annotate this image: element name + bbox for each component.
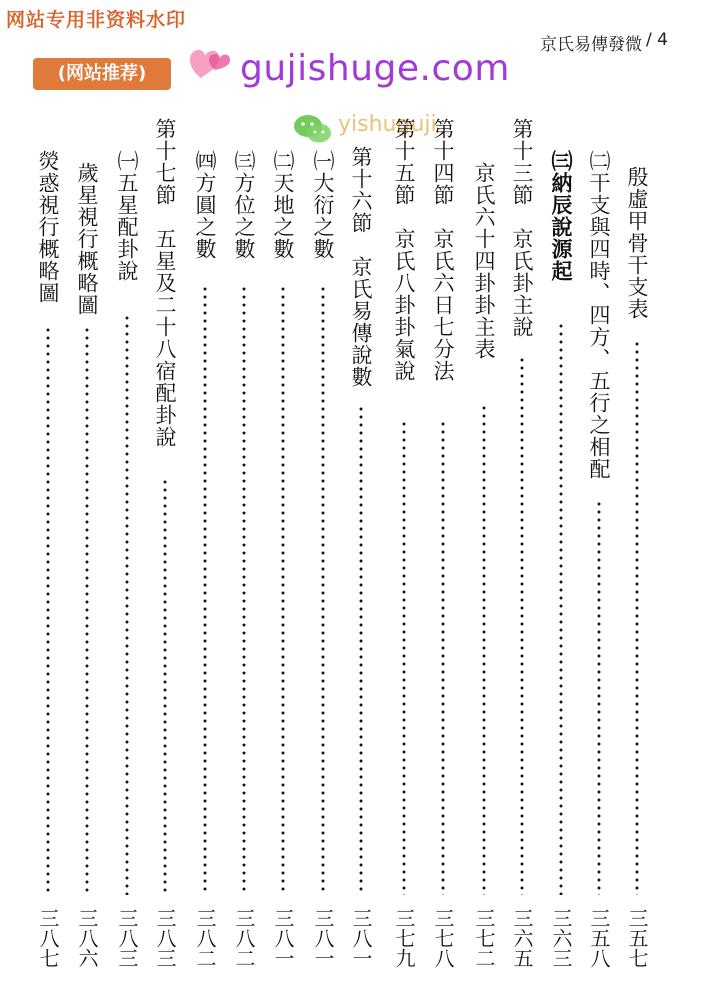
running-header-title: 京氏易傳發微 — [540, 35, 642, 55]
toc-entry-page: 三八一 — [311, 908, 335, 968]
toc-entry-page: 三八二 — [232, 908, 256, 968]
toc-entry-page: 三八二 — [193, 908, 217, 968]
toc-entry-page: 三八三 — [153, 908, 177, 968]
toc-entry-text: 熒惑視行概略圖 — [36, 150, 60, 304]
dot-leader — [203, 285, 207, 895]
toc-entry-page: 三五七 — [625, 908, 649, 968]
toc-entry-text: 第十六節 京氏易傳說數 — [349, 146, 373, 388]
toc-entry-text: ㈢方位之數 — [232, 150, 256, 260]
toc-entry-text: 第十五節 京氏八卦卦氣說 — [392, 118, 416, 382]
site-recommend-badge: (网站推荐) — [33, 58, 171, 90]
page-number: / 4 — [646, 30, 668, 50]
watermark-top-text: 网站专用非资料水印 — [6, 9, 187, 31]
dot-leader — [125, 314, 129, 895]
dot-leader — [85, 326, 89, 895]
toc-entry-page: 三八一 — [349, 908, 373, 968]
toc-entry-page: 三七二 — [472, 908, 496, 968]
toc-entry-page: 三八七 — [36, 908, 60, 968]
toc-entry-page: 三六五 — [510, 908, 534, 968]
pinyin-watermark: yishuguji — [338, 112, 437, 137]
dot-leader — [635, 340, 639, 895]
dot-leader — [359, 405, 363, 895]
toc-entry-text: 京氏六十四卦卦主表 — [472, 162, 496, 360]
toc-entry-text: ㈣方圓之數 — [193, 150, 217, 260]
dot-leader — [242, 285, 246, 895]
dot-leader — [559, 322, 563, 895]
toc-entry-text: ㈢納辰說源起 — [549, 150, 574, 282]
dot-leader — [163, 478, 167, 895]
dot-leader — [597, 500, 601, 895]
dot-leader — [321, 285, 325, 895]
dot-leader — [46, 326, 50, 895]
toc-entry-text: ㈠五星配卦說 — [115, 150, 139, 282]
dot-leader — [520, 356, 524, 895]
hearts-icon — [185, 40, 233, 84]
dot-leader — [402, 420, 406, 895]
toc-entry-text: 第十四節 京氏六日七分法 — [431, 118, 455, 382]
toc-entry-page: 三六三 — [549, 908, 573, 968]
toc-entry-text: 歲星視行概略圖 — [75, 162, 99, 316]
wechat-icon — [292, 112, 334, 146]
dot-leader — [281, 285, 285, 895]
toc-entry-text: 第十七節 五星及二十八宿配卦說 — [153, 118, 177, 448]
toc-entry-page: 三五八 — [587, 908, 611, 968]
site-watermark: gujishuge.com — [240, 48, 510, 89]
toc-entry-text: ㈠大衍之數 — [311, 150, 335, 260]
toc-entry-text: 殷虛甲骨干支表 — [625, 166, 649, 320]
toc-entry-page: 三八一 — [271, 908, 295, 968]
toc-entry-page: 三八三 — [115, 908, 139, 968]
toc-entry-text: 第十三節 京氏卦主說 — [510, 118, 534, 338]
dot-leader — [482, 404, 486, 895]
toc-entry-text: ㈡天地之數 — [271, 150, 295, 260]
dot-leader — [441, 420, 445, 895]
toc-entry-page: 三八六 — [75, 908, 99, 968]
toc-entry-text: ㈡干支與四時、四方、五行之相配 — [587, 150, 611, 480]
toc-entry-page: 三七九 — [392, 908, 416, 968]
toc-entry-page: 三七八 — [431, 908, 455, 968]
